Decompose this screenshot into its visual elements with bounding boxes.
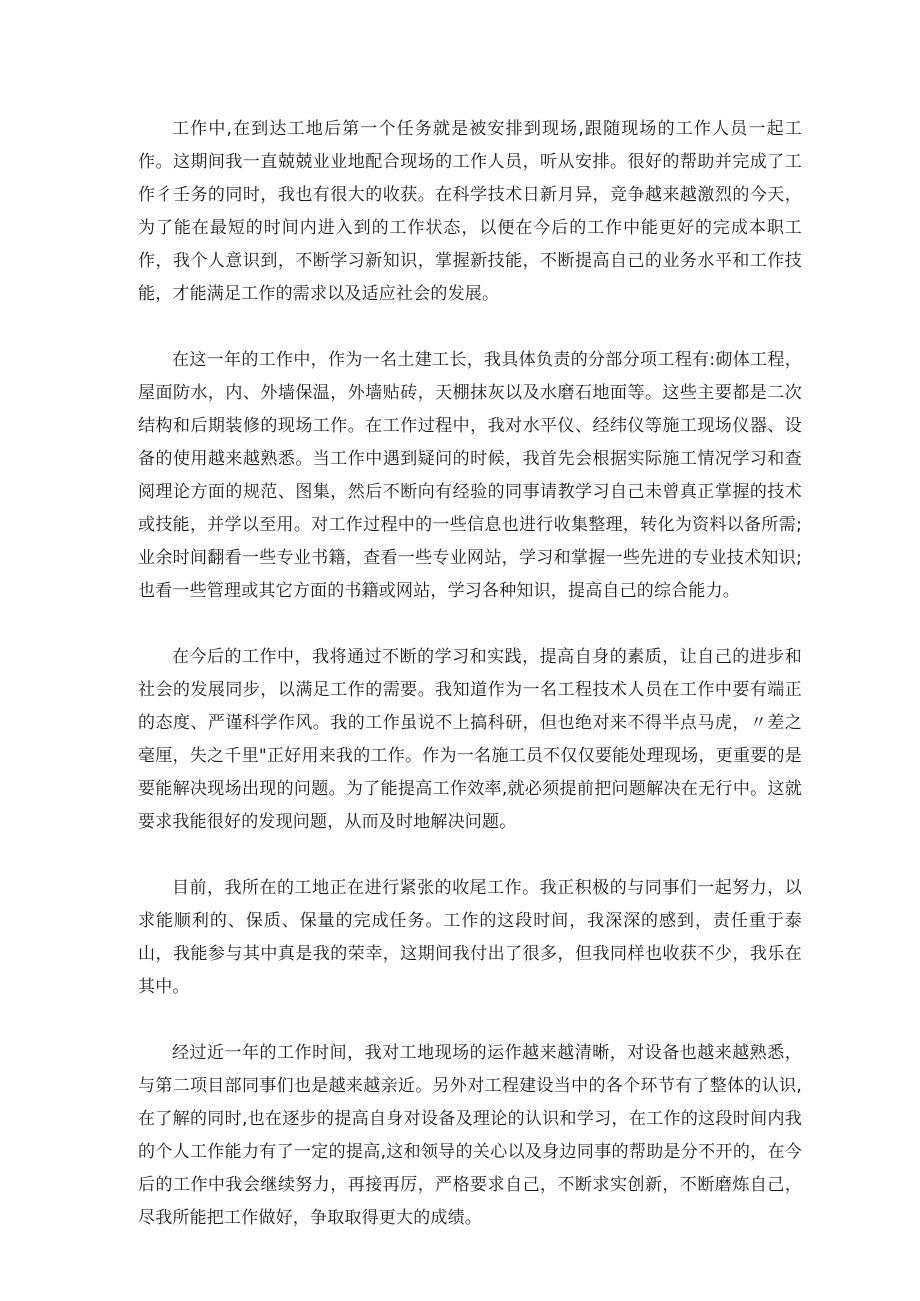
paragraph-5: 经过近一年的工作时间，我对工地现场的运作越来越清晰，对设备也越来越熟悉，与第二项目部同事们也是越来越亲近。另外对工程建设当中的各个环节有了整体的认识,在了解的同时,也在逐步的提高自身对设备及理论的认识和学习，在工作的这段时间内我的个人工作能力有了一定的提高,这和领导的关心以及身边同事的帮助是分不开的，在今后的工作中我会继续努力，再接再厉，严格要求自己，不断求实创新，不断磨炼自己，尽我所能把工作做好，争取取得更大的成绩。 — [138, 1043, 802, 1228]
paragraph-4: 目前，我所在的工地正在进行紧张的收尾工作。我正积极的与同事们一起努力，以求能顺利的、保质、保量的完成任务。工作的这段时间，我深深的感到，责任重于泰山，我能参与其中真是我的荣幸，这期间我付出了很多，但我同样也收获不少，我乐在其中。 — [138, 878, 802, 997]
document-body — [138, 113, 802, 1268]
paragraph-1: 工作中,在到达工地后第一个任务就是被安排到现场,跟随现场的工作人员一起工作。这期间我一直兢兢业业地配合现场的工作人员，听从安排。很好的帮助并完成了工作彳壬务的同时，我也有很大的收获。在科学技术日新月异，竞争越来越激烈的今天，为了能在最短的时间内进入到的工作状态，以便在今后的工作中能更好的完成本职工作，我个人意识到，不断学习新知识，掌握新技能，不断提高自己的业务水平和工作技能，才能满足工作的需求以及适应社会的发展。 — [138, 119, 802, 304]
paragraph-2: 在这一年的工作中，作为一名土建工长，我具体负责的分部分项工程有:砌体工程，屋面防水，内、外墙保温，外墙贴砖，天棚抹灰以及水磨石地面等。这些主要都是二次结构和后期装修的现场工作。在工作过程中，我对水平仪、经纬仪等施工现场仪器、设备的使用越来越熟悉。当工作中遇到疑问的时候，我首先会根据实际施工情况学习和查阅理论方面的规范、图集，然后不断向有经验的同事请教学习自己未曾真正掌握的技术或技能，并学以至用。对工作过程中的一些信息也进行收集整理，转化为资料以备所需;业余时间翻看一些专业书籍，查看一些专业网站，学习和掌握一些先进的专业技术知识;也看一些管理或其它方面的书籍或网站，学习各种知识，提高自己的综合能力。 — [138, 350, 802, 601]
paragraph-3: 在今后的工作中，我将通过不断的学习和实践，提高自身的素质，让自己的进步和社会的发展同步，以满足工作的需要。我知道作为一名工程技术人员在工作中要有端正的态度、严谨科学作风。我的工作虽说不上搞科研，但也绝对来不得半点马虎，〃差之毫厘，失之千里"正好用来我的工作。作为一名施工员不仅仅要能处理现场，更重要的是要能解决现场出现的问题。为了能提高工作效率,就必须提前把问题解决在无行中。这就要求我能很好的发现问题，从而及时地解决问题。 — [138, 647, 802, 832]
